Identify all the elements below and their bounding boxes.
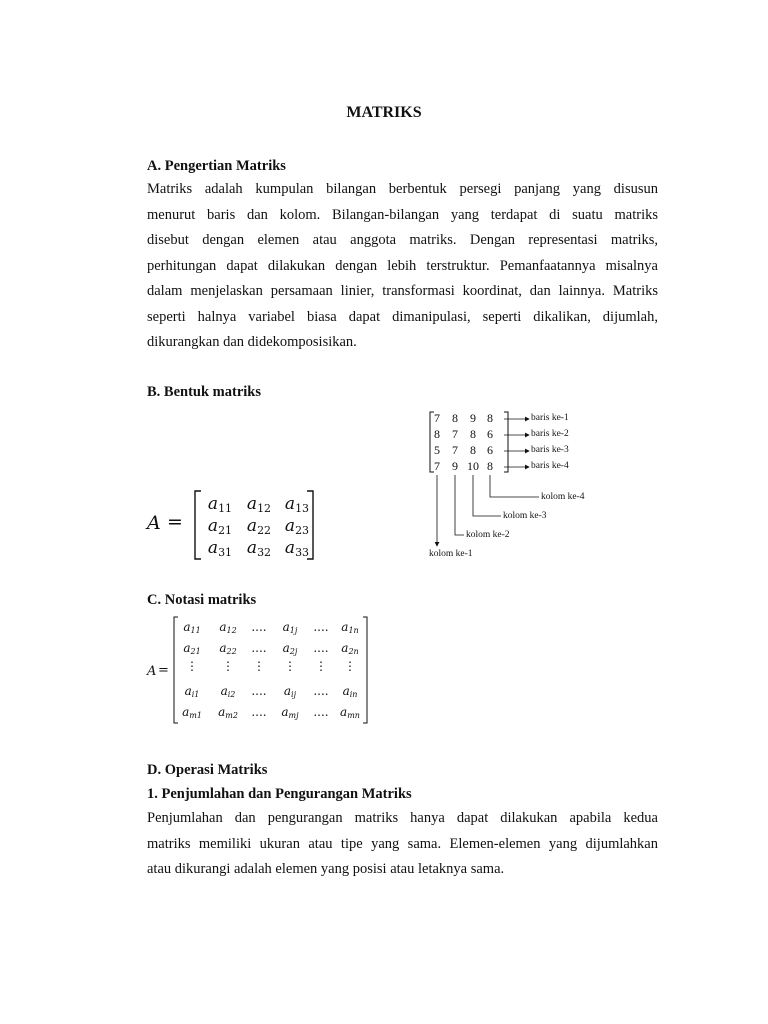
dots: .... bbox=[313, 705, 329, 719]
section-a-heading: A. Pengertian Matriks bbox=[147, 158, 286, 174]
section-b-heading: B. Bentuk matriks bbox=[147, 384, 262, 400]
page-title: MATRIKS bbox=[346, 104, 422, 121]
matrix-element: $a_{12}$ bbox=[219, 620, 237, 635]
section-a-paragraph bbox=[147, 177, 658, 356]
equals-sign: = bbox=[167, 511, 183, 533]
matrix-element: $a_{33}$ bbox=[284, 538, 310, 559]
matrix-element: $a_{22}$ bbox=[219, 641, 237, 656]
matrix-element: $a_{22}$ bbox=[246, 516, 272, 537]
matrix-general-notation bbox=[147, 616, 377, 726]
row-label: baris ke-3 bbox=[531, 445, 569, 455]
matrix-element: $a_{32}$ bbox=[246, 538, 272, 559]
matrix-element: $a_{13}$ bbox=[284, 494, 310, 515]
matrix-number: 6 bbox=[487, 427, 493, 441]
matrix-number: 10 bbox=[467, 459, 479, 473]
vdots: ⋮ bbox=[284, 659, 296, 673]
matrix-number: 5 bbox=[434, 443, 440, 457]
matrix-number: 7 bbox=[434, 411, 440, 425]
matrix-number: 6 bbox=[487, 443, 493, 457]
row-label: baris ke-4 bbox=[531, 461, 569, 471]
vdots: ⋮ bbox=[222, 659, 234, 673]
matrix-element: $a_{12}$ bbox=[246, 494, 272, 515]
dots: .... bbox=[313, 684, 329, 698]
matrix-element: $a_{2j}$ bbox=[282, 641, 298, 656]
matrix-element: $a_{21}$ bbox=[207, 516, 233, 537]
section-d-paragraph bbox=[147, 806, 658, 883]
dots: .... bbox=[251, 684, 267, 698]
matrix-number: 8 bbox=[434, 427, 440, 441]
vdots: ⋮ bbox=[315, 659, 327, 673]
paragraph-line: matriks memiliki ukuran atau tipe yang sama. Elemen-elemen yang dijumlahkan bbox=[147, 835, 658, 852]
column-label: kolom ke-4 bbox=[541, 492, 585, 502]
section-d1-heading: 1. Penjumlahan dan Pengurangan Matriks bbox=[147, 786, 412, 802]
matrix-number: 8 bbox=[470, 427, 476, 441]
paragraph-line: menurut baris dan kolom. Bilangan-bilangan yang terdapat di suatu matriks bbox=[147, 206, 658, 223]
matrix-element: $a_{ij}$ bbox=[283, 684, 297, 699]
dots: .... bbox=[251, 620, 267, 634]
matrix-element: $a_{31}$ bbox=[207, 538, 233, 559]
equals-sign: = bbox=[158, 663, 169, 678]
matrix-element: $a_{mn}$ bbox=[340, 705, 360, 720]
paragraph-line: dalam menjelaskan persamaan linier, transformasi koordinat, dan lainnya. Matriks bbox=[147, 283, 658, 299]
section-c-heading: C. Notasi matriks bbox=[147, 592, 257, 608]
matrix-element: $a_{1n}$ bbox=[341, 620, 359, 635]
matrix-name: A bbox=[147, 512, 161, 534]
matrix-number: 8 bbox=[487, 411, 493, 425]
matrix-element: $a_{m1}$ bbox=[182, 705, 202, 720]
matrix-3x3 bbox=[147, 490, 327, 560]
matrix-number: 7 bbox=[452, 427, 458, 441]
paragraph-line: disebut dengan elemen atau anggota matriks. Dengan representasi matriks, bbox=[147, 232, 658, 248]
paragraph-line: atau dikurangi adalah elemen yang posisi atau letaknya sama. bbox=[147, 861, 505, 877]
dots: .... bbox=[313, 641, 329, 655]
matrix-number: 9 bbox=[452, 459, 458, 473]
vdots: ⋮ bbox=[344, 659, 356, 673]
paragraph-line: seperti halnya variabel biasa dapat dimanipulasi, seperti dikalikan, dijumlah, bbox=[147, 308, 658, 325]
row-label: baris ke-2 bbox=[531, 429, 569, 439]
vdots: ⋮ bbox=[253, 659, 265, 673]
matrix-element: $a_{21}$ bbox=[183, 641, 201, 656]
column-label: kolom ke-1 bbox=[429, 549, 473, 559]
dots: .... bbox=[313, 620, 329, 634]
matrix-element: $a_{m2}$ bbox=[218, 705, 238, 720]
matrix-number: 8 bbox=[487, 459, 493, 473]
column-label: kolom ke-3 bbox=[503, 511, 547, 521]
paragraph-line: Penjumlahan dan pengurangan matriks hanya dapat dilakukan apabila kedua bbox=[147, 810, 658, 826]
matrix-element: $a_{11}$ bbox=[183, 620, 201, 635]
matrix-number: 8 bbox=[452, 411, 458, 425]
matrix-element: $a_{2n}$ bbox=[341, 641, 359, 656]
matrix-number: 7 bbox=[434, 459, 440, 473]
matrix-element: $a_{23}$ bbox=[284, 516, 310, 537]
matrix-number: 7 bbox=[452, 443, 458, 457]
vdots: ⋮ bbox=[186, 659, 198, 673]
column-label: kolom ke-2 bbox=[466, 530, 510, 540]
matrix-element: $a_{mj}$ bbox=[281, 705, 299, 720]
matrix-number: 9 bbox=[470, 411, 476, 425]
matrix-number: 8 bbox=[470, 443, 476, 457]
matrix-element: $a_{11}$ bbox=[207, 494, 233, 515]
section-d-heading: D. Operasi Matriks bbox=[147, 762, 268, 778]
paragraph-line: perhitungan dapat dilakukan dengan lebih terstruktur. Pemanfaatannya misalnya bbox=[147, 257, 658, 274]
matrix-element: $a_{in}$ bbox=[342, 684, 358, 699]
paragraph-line: Matriks adalah kumpulan bilangan berbentuk persegi panjang yang disusun bbox=[147, 181, 658, 197]
dots: .... bbox=[251, 641, 267, 655]
dots: .... bbox=[251, 705, 267, 719]
paragraph-line: dikurangkan dan didekomposisikan. bbox=[147, 334, 357, 350]
row-label: baris ke-1 bbox=[531, 413, 569, 423]
matrix-element: $a_{1j}$ bbox=[282, 620, 298, 635]
matrix-name: A bbox=[147, 664, 157, 679]
example-matrix-diagram bbox=[420, 405, 620, 565]
matrix-element: $a_{i1}$ bbox=[184, 684, 200, 699]
matrix-element: $a_{i2}$ bbox=[220, 684, 236, 699]
